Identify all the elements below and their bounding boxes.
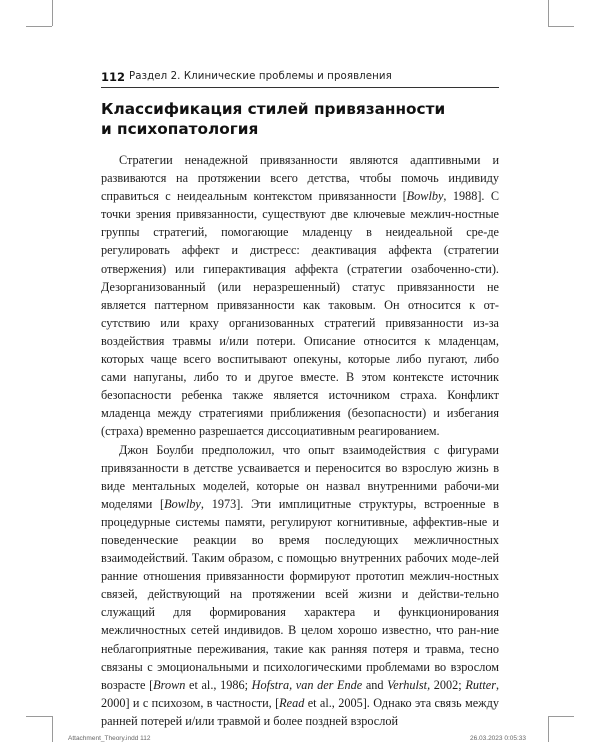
citation: Bowlby xyxy=(406,189,444,204)
citation: Read xyxy=(279,695,305,710)
crop-mark xyxy=(52,0,53,26)
running-header xyxy=(101,70,499,88)
crop-mark xyxy=(548,716,549,742)
citation: Verhulst, xyxy=(387,677,431,692)
crop-mark xyxy=(26,26,52,27)
paragraph-1: Стратегии ненадежной привязанности являются адаптивными и развиваются на протяжении всего детства, чтобы помочь индивиду справиться с неидеальным контекстом привязанности [Bowlby, 1988]. C точки зрения привязанности, существуют две ключевые межлич-ностные группы стратегий, помогающие младенцу в неидеальной сре-де регулировать аффект и дистресс: деактивация аффекта (стратегии отвержения) или гиперактивация аффекта (стратегии озабоченно-сти). Дезорганизованный (или неразрешенный) статус привязанности не является паттерном привязанности как таковым. Он относится к от-сутствию или краху организованных стратегий привязанности из-за воздействия травмы и/или потери. Описание относится к младенцам, которых чаще всего воспитывают опекуны, которые либо пугают, либо сами напуганы, либо то и другое вместе. В этом контексте источник безопасности ребенка также является источником страха. Конфликт младенца между стратегиями приближения (безопасности) и избегания (страха) временно разрешается диссоциативным реагированием. xyxy=(101,153,500,439)
crop-mark xyxy=(548,0,549,26)
header-rule xyxy=(101,87,499,88)
body-text xyxy=(101,151,499,730)
section-heading: Классификация стилей привязанности и психопатология xyxy=(101,100,446,138)
citation: Bowlby xyxy=(164,496,201,511)
section-title: Раздел 2. Клинические проблемы и проявления xyxy=(129,71,392,82)
crop-mark xyxy=(52,716,53,742)
citation: Hofstra, van der Ende xyxy=(251,677,363,692)
crop-mark xyxy=(548,26,574,27)
page-number: 112 xyxy=(101,70,126,84)
slug-left: Attachment_Theory.indd 112 xyxy=(68,735,151,742)
citation: Rutter xyxy=(465,677,496,692)
slug-right: 26.03.2023 0:05:33 xyxy=(470,735,527,742)
citation: Brown xyxy=(153,677,186,692)
crop-mark xyxy=(26,716,52,717)
crop-mark xyxy=(548,716,574,717)
paragraph-2: Джон Боулби предположил, что опыт взаимодействия с фигурами привязанности в детстве усваивается и переносится во взрослую жизнь в виде ментальных моделей, которые он назвал внутренними рабочи-ми моделями [Bowlby, 1973]. Эти имплицитные структуры, встроенные в процедурные системы памяти, регулируют когнитивные, аффектив-ные и поведенческие реакции во время последующих межличностных взаимодействий. Таким образом, с помощью внутренних рабочих моде-лей ранние отношения привязанности формируют прототип межлич-ностных связей, действующий на протяжении всей жизни и действи-тельно служащий для формирования характера и функционирования межличностных сетей индивидов. В целом хорошо известно, что ран-ние неблагоприятные переживания, такие как ранняя потеря и травма, тесно связаны с эмоциональными и психологическими проблемами во взрослом возрасте [Brown et al., 1986; Hofstra, van der Ende and Verhulst, 2002; Rutter, 2000] и с психозом, в частности, [Read et al., 2005]. Однако эта связь между ранней потерей и/или травмой и более поздней взрослой xyxy=(101,442,500,728)
